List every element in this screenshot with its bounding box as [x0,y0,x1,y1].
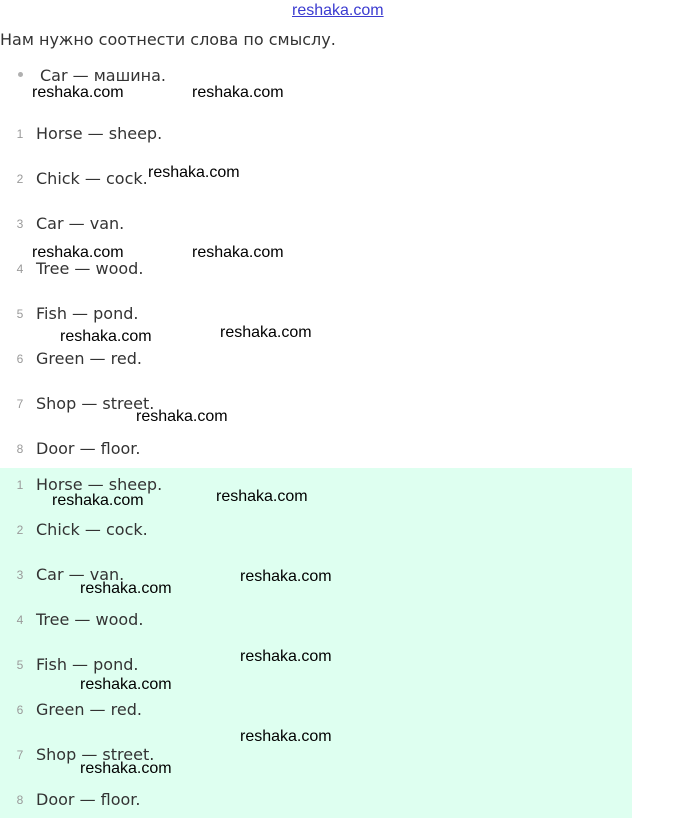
item-number: 7 [16,748,24,762]
item-number: 5 [16,658,24,672]
intro-text: Нам нужно соотнести слова по смыслу. [0,30,336,49]
bullet-text: Car — машина. [40,66,166,85]
watermark: reshaka.com [216,488,308,505]
list-item [0,790,632,814]
item-number: 2 [16,172,24,186]
item-text: Horse — sheep. [36,475,163,494]
item-number: 3 [16,217,24,231]
item-number: 8 [16,442,24,456]
item-number: 4 [16,262,24,276]
watermark: reshaka.com [32,84,124,101]
watermark: reshaka.com [240,728,332,745]
list-item [0,520,632,544]
list-item [0,439,632,463]
watermark: reshaka.com [192,244,284,261]
list-item [0,124,632,148]
watermark: reshaka.com [220,324,312,341]
numbered-list-a [0,118,632,466]
item-number: 7 [16,397,24,411]
watermark: reshaka.com [136,408,228,425]
list-item [0,214,632,238]
item-number: 2 [16,523,24,537]
watermark: reshaka.com [192,84,284,101]
bullet-dot-icon [18,72,23,77]
watermark: reshaka.com [52,492,144,509]
item-number: 6 [16,352,24,366]
item-text: Shop — street. [36,745,155,764]
item-number: 1 [16,127,24,141]
list-item [0,610,632,634]
list-item [0,394,632,418]
item-number: 8 [16,793,24,807]
watermark: reshaka.com [32,244,124,261]
item-text: Horse — sheep. [36,124,163,143]
item-text: Chick — cock. [36,169,148,188]
watermark: reshaka.com [80,676,172,693]
watermark: reshaka.com [240,568,332,585]
item-text: Door — floor. [36,790,141,809]
item-text: Fish — pond. [36,304,139,323]
watermark: reshaka.com [148,164,240,181]
item-text: Tree — wood. [36,610,144,629]
watermark: reshaka.com [80,760,172,777]
item-text: Chick — cock. [36,520,148,539]
item-number: 6 [16,703,24,717]
item-text: Green — red. [36,349,142,368]
watermark: reshaka.com [240,648,332,665]
watermark: reshaka.com [80,580,172,597]
item-text: Tree — wood. [36,259,144,278]
item-text: Fish — pond. [36,655,139,674]
item-number: 5 [16,307,24,321]
site-link[interactable]: reshaka.com [292,2,384,19]
list-item [0,700,632,724]
item-number: 1 [16,478,24,492]
list-item [0,349,632,373]
list-item [0,304,632,328]
item-text: Shop — street. [36,394,155,413]
item-text: Car — van. [36,214,125,233]
list-item [0,169,632,193]
item-text: Door — floor. [36,439,141,458]
item-text: Green — red. [36,700,142,719]
item-number: 3 [16,568,24,582]
item-number: 4 [16,613,24,627]
watermark: reshaka.com [60,328,152,345]
list-item [0,259,632,283]
item-text: Car — van. [36,565,125,584]
